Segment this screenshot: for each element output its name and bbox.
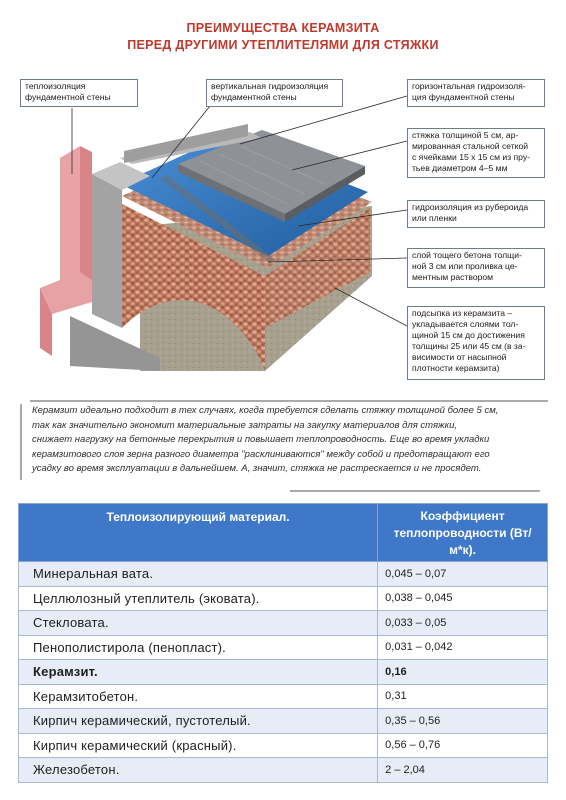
- label-expanded-clay-fill: подсыпка из керамзита – укладывается слоями тол- щиной 15 см до достижения толщины 25 или 45 см (в за- висимости от насыпной плотности керамзита): [407, 306, 545, 380]
- label-roofing-felt: гидроизоляция из рубероида или пленки: [407, 200, 545, 228]
- label-screed: стяжка толщиной 5 см, ар- мированная стальной сеткой с ячейками 15 х 15 см из пру- тьев диаметром 4–5 мм: [407, 128, 545, 178]
- cell-material: Железобетон.: [19, 758, 378, 783]
- cell-material: Керамзит.: [19, 660, 378, 685]
- description-line: так как значительно экономит материальные затраты на закупку материалов для стяжки,: [32, 419, 457, 431]
- description-line: Керамзит идеально подходит в тех случаях, когда требуется сделать стяжку толщиной более 5 см,: [32, 405, 499, 416]
- cell-material: Стекловата.: [19, 611, 378, 636]
- label-foundation-insulation: теплоизоляция фундаментной стены: [20, 79, 138, 107]
- table-row: [19, 758, 548, 783]
- header-coefficient: Коэффициент теплопроводности (Вт/м*к).: [378, 504, 548, 562]
- description-line: керамзитового слоя зерна разного диаметра "расклиниваются" между собой и предотвращают его: [32, 448, 490, 460]
- table-row: [19, 562, 548, 587]
- foundation-wall-front: [92, 174, 122, 328]
- cell-value: 0,033 – 0,05: [378, 611, 548, 636]
- table-row: [19, 635, 548, 660]
- page-title: [0, 20, 566, 54]
- header-material: Теплоизолирующий материал.: [19, 504, 378, 562]
- description-line: снижает нагрузку на бетонные перекрытия и повышает теплопроводность. Еще во время укладки: [32, 434, 490, 445]
- table-row: [19, 733, 548, 758]
- table-row: [19, 684, 548, 709]
- label-vertical-waterproofing: вертикальная гидроизоляция фундаментной стены: [206, 79, 343, 107]
- title-line-1: ПРЕИМУЩЕСТВА КЕРАМЗИТА: [186, 21, 380, 35]
- table-header-row: [19, 504, 548, 562]
- label-lean-concrete: слой тощего бетона толщи- ной 3 см или проливка це- ментным раствором: [407, 248, 545, 288]
- cell-value: 0,56 – 0,76: [378, 733, 548, 758]
- description-text: [20, 400, 548, 492]
- table-row: [19, 611, 548, 636]
- cell-value: 0,35 – 0,56: [378, 709, 548, 734]
- cell-value: 0,16: [378, 660, 548, 685]
- cell-material: Пенополистирола (пенопласт).: [19, 635, 378, 660]
- cell-material: Керамзитобетон.: [19, 684, 378, 709]
- title-line-2: ПЕРЕД ДРУГИМИ УТЕПЛИТЕЛЯМИ ДЛЯ СТЯЖКИ: [127, 38, 439, 52]
- table-row: [19, 586, 548, 611]
- cell-material: Минеральная вата.: [19, 562, 378, 587]
- cell-value: 0,045 – 0,07: [378, 562, 548, 587]
- floor-screed-diagram: [0, 66, 566, 396]
- cell-material: Кирпич керамический, пустотелый.: [19, 709, 378, 734]
- table-row: [19, 709, 548, 734]
- thermal-conductivity-table: [18, 503, 548, 783]
- cell-value: 0,038 – 0,045: [378, 586, 548, 611]
- table-row-highlight: [19, 660, 548, 685]
- description-line: усадку во время эксплуатации в дальнейшем. А, значит, стяжка не растрескается и не просядет.: [32, 463, 482, 474]
- cell-value: 0,031 – 0,042: [378, 635, 548, 660]
- cell-value: 2 – 2,04: [378, 758, 548, 783]
- label-horizontal-waterproofing: горизонтальная гидроизоля- ция фундаментной стены: [407, 79, 545, 107]
- cell-value: 0,31: [378, 684, 548, 709]
- cell-material: Кирпич керамический (красный).: [19, 733, 378, 758]
- cell-material: Целлюлозный утеплитель (эковата).: [19, 586, 378, 611]
